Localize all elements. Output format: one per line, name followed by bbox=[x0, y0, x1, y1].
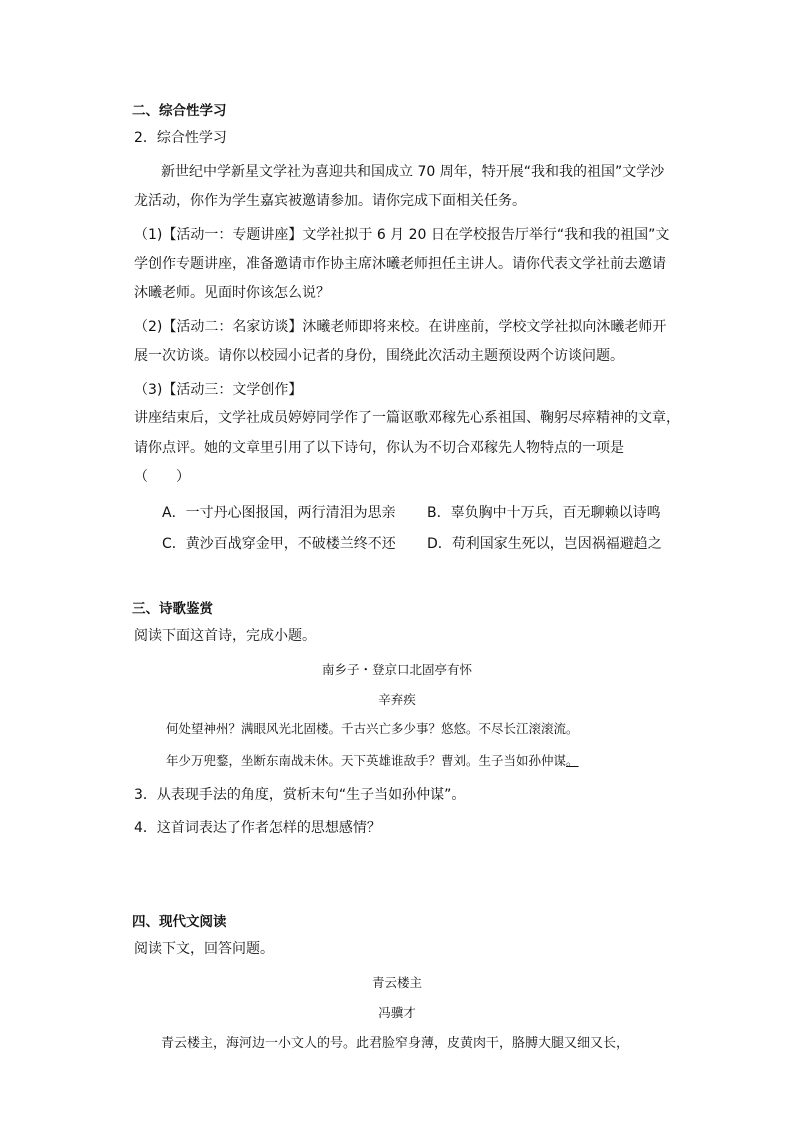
question-2-label: 2．综合性学习 bbox=[134, 130, 227, 146]
answer-parentheses: （ ） bbox=[134, 469, 190, 485]
task-2-line-1: （2)【活动二：名家访谈】沐曦老师即将来校。在讲座前，学校文学社拟向沐曦老师开 bbox=[134, 319, 667, 335]
article-paragraph-1: 青云楼主，海河边一小文人的号。此君脸窄身薄，皮黄肉干，胳膊大腿又细又长， bbox=[161, 1036, 630, 1051]
poem-title: 南乡子・登京口北固亭有怀 bbox=[321, 662, 472, 677]
task-1-line-2: 学创作专题讲座，准备邀请市作协主席沐曦老师担任主讲人。请你代表文学社前去邀请 bbox=[134, 256, 666, 272]
option-d: D．苟利国家生死以，岂因祸福避趋之 bbox=[427, 536, 662, 552]
task-1-line-3: 沐曦老师。见面时你该怎么说？ bbox=[134, 285, 330, 301]
intro-line-2: 龙活动，你作为学生嘉宾被邀请参加。请你完成下面相关任务。 bbox=[134, 193, 526, 209]
task-3-line-1: （3)【活动三：文学创作】 bbox=[134, 382, 303, 398]
option-a: A．一寸丹心图报国，两行清泪为思亲 bbox=[162, 505, 396, 521]
question-4: 4．这首词表达了作者怎样的思想感情？ bbox=[134, 820, 381, 836]
poem-line-1: 何处望神州？满眼风光北固楼。千古兴亡多少事？悠悠。不尽长江滚滚流。 bbox=[166, 721, 579, 736]
poem-instruction: 阅读下面这首诗，完成小题。 bbox=[134, 628, 316, 644]
section-heading-2: 二、综合性学习 bbox=[132, 103, 227, 119]
poem-line-2-text: 年少万兜鍪，坐断东南战未休。天下英雄谁敌手？曹刘。生子当如孙仲谋 bbox=[166, 753, 567, 768]
option-b: B．辜负胸中十万兵，百无聊赖以诗鸣 bbox=[427, 505, 661, 521]
poem-author: 辛弃疾 bbox=[378, 692, 416, 707]
question-3: 3．从表现手法的角度，赏析末句“生子当如孙仲谋”。 bbox=[134, 787, 466, 803]
intro-line-1: 新世纪中学新星文学社为喜迎共和国成立 70 周年，特开展“我和我的祖国”文学沙 bbox=[161, 164, 665, 180]
task-3-line-2: 讲座结束后，文学社成员婷婷同学作了一篇讴歌邓稼先心系祖国、鞠躬尽瘁精神的文章， bbox=[134, 410, 680, 426]
poem-line-2 bbox=[166, 751, 579, 771]
task-2-line-2: 展一次访谈。请你以校园小记者的身份，围绕此次活动主题预设两个访谈问题。 bbox=[134, 348, 624, 364]
option-c: C．黄沙百战穿金甲，不破楼兰终不还 bbox=[162, 536, 396, 552]
task-3-line-3: 请你点评。她的文章里引用了以下诗句，你认为不切合邓稼先人物特点的一项是 bbox=[134, 440, 624, 456]
article-author: 冯骥才 bbox=[378, 1005, 416, 1020]
article-title: 青云楼主 bbox=[371, 975, 422, 990]
section-heading-4: 四、现代文阅读 bbox=[132, 914, 227, 930]
poem-line-2-end: 。 bbox=[566, 753, 579, 768]
section-heading-3: 三、诗歌鉴赏 bbox=[132, 601, 213, 617]
reading-instruction: 阅读下文，回答问题。 bbox=[134, 941, 274, 957]
task-1-line-1: （1)【活动一：专题讲座】文学社拟于 6 月 20 日在学校报告厅举行“我和我的祖国”文 bbox=[134, 227, 670, 243]
